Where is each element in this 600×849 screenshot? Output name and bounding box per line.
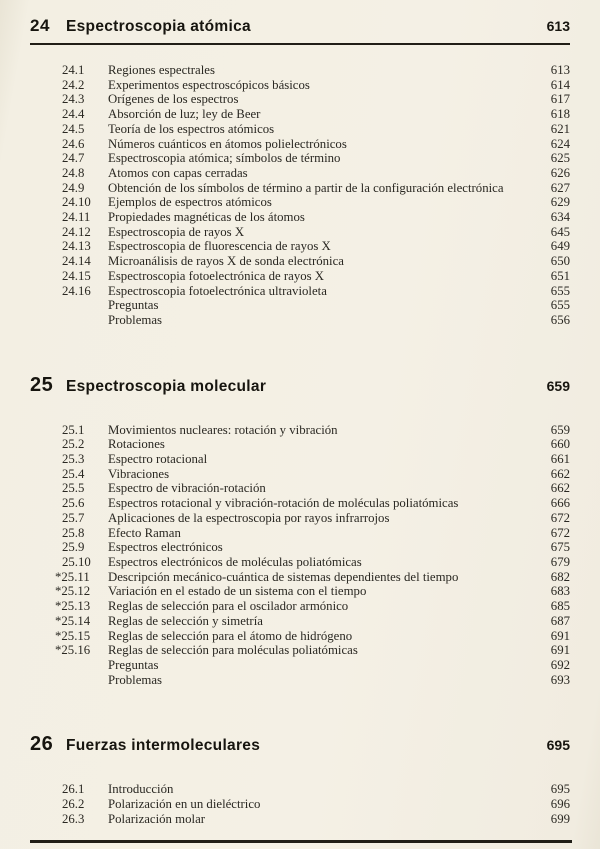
entry-title: Efecto Raman: [108, 525, 181, 540]
entry-title: Números cuánticos en átomos polielectrónicos: [108, 136, 347, 151]
chapter-page-number: 695: [546, 737, 570, 754]
entry-number: 24.8: [62, 165, 85, 180]
toc-chapter: [30, 733, 570, 826]
entry-title: Vibraciones: [108, 466, 170, 481]
entry-number: 25.1: [62, 422, 85, 437]
entry-title: Espectroscopia fotoelectrónica de rayos X: [108, 268, 325, 283]
toc-chapter: [30, 374, 570, 688]
entry-page-number: 685: [550, 599, 570, 614]
entry-number: 24.4: [62, 107, 85, 122]
entry-title: Rotaciones: [108, 437, 165, 452]
entry-number: 24.11: [62, 210, 91, 225]
chapter-number: 25: [30, 373, 54, 396]
entry-page-number: 655: [550, 283, 570, 298]
chapter-title: Espectroscopia atómica: [66, 18, 251, 35]
toc-entry: [62, 107, 570, 122]
toc-entry: [62, 496, 570, 511]
entry-number: 24.15: [62, 268, 91, 283]
entry-title: Movimientos nucleares: rotación y vibración: [108, 422, 338, 437]
toc-entry: [55, 584, 570, 599]
entry-title: Orígenes de los espectros: [108, 92, 239, 107]
entry-page-number: 651: [550, 268, 570, 283]
entry-number: 24.1: [62, 63, 85, 77]
toc-entry: [62, 797, 570, 812]
entry-number: *25.14: [55, 613, 91, 628]
entry-page-number: 695: [550, 782, 570, 797]
entry-page-number: 692: [550, 657, 570, 672]
entry-title: Propiedades magnéticas de los átomos: [108, 210, 305, 225]
entry-number: *25.12: [55, 584, 91, 599]
chapter-page-number: 613: [546, 18, 570, 34]
entry-number: 26.2: [62, 797, 85, 812]
entry-number: 25.3: [62, 452, 85, 467]
entry-title: Reglas de selección y simetría: [108, 613, 263, 628]
entry-page-number: 679: [550, 554, 570, 569]
entry-page-number: 662: [550, 481, 570, 496]
entry-number: 25.7: [62, 510, 85, 525]
chapter-heading: [30, 16, 570, 45]
toc-entry: [55, 569, 570, 585]
entry-page-number: 691: [550, 628, 570, 643]
entry-page-number: 675: [550, 540, 570, 555]
entry-number: 24.10: [62, 195, 91, 210]
entry-title: Ejemplos de espectros atómicos: [108, 195, 272, 210]
chapter-entries: [30, 63, 570, 328]
entry-title: Espectro de vibración-rotación: [108, 481, 266, 496]
entry-number: *25.16: [55, 643, 91, 658]
entry-page-number: 672: [550, 510, 570, 525]
toc-entry: [62, 78, 570, 93]
entry-number: *25.11: [55, 569, 90, 584]
entry-title: Espectro rotacional: [108, 452, 208, 467]
chapter-entries: [30, 423, 570, 688]
toc-entry: [62, 181, 570, 196]
entry-number: 25.2: [62, 437, 85, 452]
chapter-entries: [30, 782, 570, 826]
entry-page-number: 618: [550, 107, 570, 122]
toc-entry: [62, 239, 570, 254]
entry-number: 24.7: [62, 151, 85, 166]
entry-number: 25.5: [62, 481, 85, 496]
entry-number: 25.6: [62, 496, 85, 511]
entry-number: 24.6: [62, 136, 85, 151]
entry-page-number: 655: [550, 298, 570, 313]
entry-title: Espectroscopia fotoelectrónica ultravioleta: [108, 283, 327, 298]
toc-entry: [62, 555, 570, 570]
entry-page-number: 687: [550, 613, 570, 628]
toc-entry: [62, 526, 570, 541]
entry-number: *25.15: [55, 628, 91, 643]
chapter-title: Fuerzas intermoleculares: [66, 737, 261, 755]
entry-page-number: 672: [550, 525, 570, 540]
toc-entry: [62, 481, 570, 496]
toc-entry: [55, 643, 570, 658]
entry-title: Experimentos espectroscópicos básicos: [108, 77, 310, 92]
toc-entry: [62, 452, 570, 467]
toc-entry: [62, 92, 570, 107]
entry-title: Preguntas: [108, 657, 159, 672]
toc-entry: [62, 298, 570, 313]
entry-page-number: 650: [550, 254, 570, 269]
entry-title: Microanálisis de rayos X de sonda electrónica: [108, 254, 344, 269]
entry-page-number: 627: [550, 180, 570, 195]
entry-title: Reglas de selección para el átomo de hidrógeno: [108, 628, 353, 643]
entry-number: 24.2: [62, 77, 85, 92]
toc-entry: [62, 423, 570, 438]
entry-number: 24.3: [62, 92, 85, 107]
entry-number: *25.13: [55, 599, 91, 614]
entry-page-number: 696: [550, 797, 570, 812]
toc-entry: [62, 313, 570, 328]
toc-entry: [62, 812, 570, 827]
entry-page-number: 614: [550, 77, 570, 92]
entry-title: Problemas: [108, 672, 163, 687]
toc-entry: [62, 122, 570, 137]
chapter-number: 24: [30, 16, 50, 35]
toc-entry: [62, 137, 570, 152]
chapter-title: Espectroscopia molecular: [66, 377, 267, 395]
entry-title: Obtención de los símbolos de término a partir de la configuración electrónica: [108, 180, 504, 195]
toc-chapter: [30, 16, 570, 328]
entry-number: 25.4: [62, 466, 85, 481]
toc-entry: [62, 63, 570, 78]
toc-entry: [62, 658, 570, 673]
toc-entry: [62, 210, 570, 225]
entry-title: Variación en el estado de un sistema con el tiempo: [108, 584, 367, 599]
chapter-page-number: 659: [546, 377, 570, 394]
entry-page-number: 683: [550, 584, 570, 599]
entry-title: Espectroscopia atómica; símbolos de término: [108, 151, 341, 166]
entry-title: Espectros electrónicos de moléculas poliatómicas: [108, 554, 362, 569]
entry-number: 26.3: [62, 811, 85, 826]
entry-number: 24.16: [62, 283, 91, 298]
entry-title: Atomos con capas cerradas: [108, 165, 248, 180]
entry-title: Descripción mecánico-cuántica de sistemas dependientes del tiempo: [108, 569, 459, 584]
entry-number: 24.5: [62, 121, 85, 136]
entry-page-number: 624: [550, 136, 570, 151]
bottom-rule: [30, 840, 572, 843]
entry-title: Espectros rotacional y vibración-rotación de moléculas poliatómicas: [108, 496, 459, 511]
entry-page-number: 629: [550, 195, 570, 210]
toc: [30, 16, 570, 826]
entry-title: Espectroscopia de fluorescencia de rayos X: [108, 239, 331, 254]
entry-page-number: 613: [550, 63, 570, 77]
toc-entry: [62, 782, 570, 797]
entry-page-number: 699: [550, 811, 570, 826]
entry-title: Reglas de selección para moléculas poliatómicas: [108, 643, 358, 658]
entry-page-number: 621: [550, 121, 570, 136]
entry-number: 25.9: [62, 540, 85, 555]
entry-number: 24.14: [62, 254, 91, 269]
entry-number: 24.9: [62, 180, 85, 195]
entry-title: Reglas de selección para el oscilador armónico: [108, 599, 349, 614]
entry-page-number: 626: [550, 165, 570, 180]
toc-entry: [62, 151, 570, 166]
entry-title: Teoría de los espectros atómicos: [108, 121, 275, 136]
entry-page-number: 617: [550, 92, 570, 107]
entry-title: Introducción: [108, 782, 174, 797]
toc-entry: [62, 284, 570, 299]
chapter-number: 26: [30, 733, 54, 756]
entry-title: Regiones espectrales: [108, 63, 215, 77]
entry-page-number: 656: [550, 312, 570, 327]
toc-entry: [62, 269, 570, 284]
toc-entry: [62, 166, 570, 181]
entry-number: 25.8: [62, 525, 85, 540]
entry-page-number: 659: [550, 422, 570, 437]
toc-entry: [55, 628, 570, 644]
entry-number: 24.13: [62, 239, 91, 254]
entry-number: 24.12: [62, 224, 91, 239]
entry-page-number: 693: [550, 672, 570, 687]
chapter-heading: [30, 374, 570, 397]
entry-page-number: 649: [550, 239, 570, 254]
toc-entry: [55, 599, 570, 614]
toc-entry: [62, 673, 570, 688]
toc-entry: [62, 195, 570, 210]
entry-page-number: 682: [550, 569, 570, 584]
entry-page-number: 691: [550, 643, 570, 658]
entry-page-number: 645: [550, 224, 570, 239]
entry-title: Absorción de luz; ley de Beer: [108, 107, 261, 122]
entry-title: Aplicaciones de la espectroscopia por rayos infrarrojos: [108, 510, 390, 525]
entry-title: Polarización molar: [108, 811, 206, 826]
toc-entry: [62, 540, 570, 555]
entry-page-number: 660: [550, 437, 570, 452]
toc-entry: [62, 467, 570, 482]
entry-page-number: 666: [550, 496, 570, 511]
entry-title: Preguntas: [108, 298, 159, 313]
toc-entry: [62, 437, 570, 452]
toc-entry: [55, 613, 570, 629]
entry-title: Problemas: [108, 312, 163, 327]
entry-page-number: 634: [550, 210, 570, 225]
toc-entry: [62, 511, 570, 526]
entry-title: Espectroscopia de rayos X: [108, 224, 245, 239]
toc-entry: [62, 254, 570, 269]
entry-page-number: 662: [550, 466, 570, 481]
entry-number: 26.1: [62, 782, 85, 797]
entry-number: 25.10: [62, 554, 91, 569]
entry-page-number: 625: [550, 151, 570, 166]
chapter-heading: [30, 733, 570, 756]
entry-title: Espectros electrónicos: [108, 540, 223, 555]
entry-title: Polarización en un dieléctrico: [108, 797, 261, 812]
toc-entry: [62, 225, 570, 240]
entry-page-number: 661: [550, 452, 570, 467]
